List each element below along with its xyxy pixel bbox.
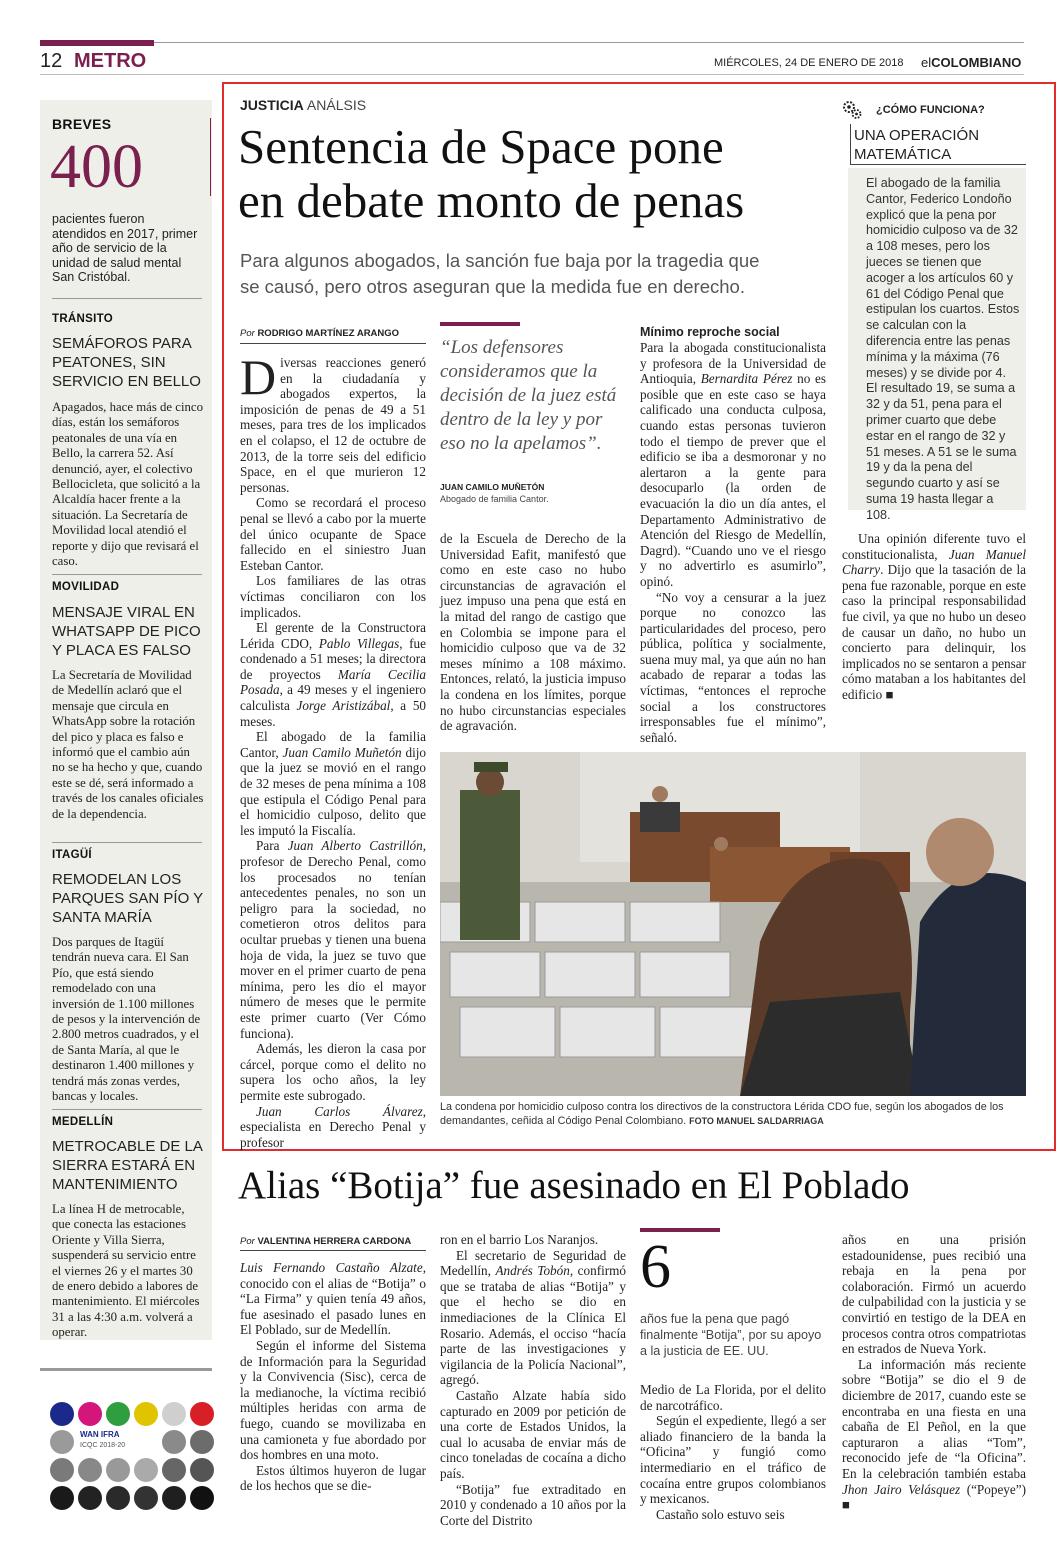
deck-line-2: se causó, pero otros aseguran que la medida fue en derecho.: [240, 276, 745, 297]
color-dot: [134, 1486, 158, 1510]
paragraph: Para Juan Alberto Castrillón, profesor de Derecho Penal, como los procesados no tenían antecedentes penales, no son un peligro para la sociedad, no cometieron otros delitos para ocultar pruebas y tienen una buena hoja de vida, la juez se tuvo que mover en el primer cuarto de pena mínima, pero les dio el mayor número de meses que le permite este primer cuarto (Ver Cómo funciona).: [240, 838, 426, 1041]
color-dot: [190, 1402, 214, 1426]
byline-name: RODRIGO MARTÍNEZ ARANGO: [257, 328, 400, 339]
paragraph: Como se recordará el proceso penal se llevó a cabo por la muerte del único ocupante de Space fallecido en el siniestro Juan Esteban Cantor.: [240, 495, 426, 573]
paragraph: Para la abogada constitucionalista y profesora de la Universidad de Antioquia, Bernardita Pérez no es posible que en este caso se haya calificado una conducta culposa, cuando estas personas tuvieron todo el tiempo de prever que el edificio se iba a desmoronar y no alertaron a la gente para desocuparlo (la orden de evacuación la dio un día antes, el Departamento Administrativo de Atención del Riesgo de Medellín, Dagrd). “Cuando uno ve el riesgo y no advertirlo es asumirlo”, opinó.: [640, 340, 826, 589]
breves-label: BREVES: [52, 116, 112, 132]
color-dot: [190, 1430, 214, 1454]
color-dot: [50, 1458, 74, 1482]
color-dot: [190, 1458, 214, 1482]
breves-section-1: TRÁNSITO: [52, 313, 113, 325]
courtroom-photo: [440, 752, 1026, 1096]
header-top-rule: [154, 42, 1024, 43]
color-dot: [162, 1402, 186, 1426]
color-dot: [78, 1402, 102, 1426]
breves-divider: [210, 118, 211, 196]
paragraph: Luis Fernando Castaño Alzate, conocido con el alias de “Botija” o “La Firma” y quien tenía 49 años, fue asesinado el pasado lunes en El Poblado, sur de Medellín.: [240, 1260, 426, 1338]
color-dot: [162, 1458, 186, 1482]
paragraph: Diversas reacciones generó en la ciudadanía y abogados expertos, la imposición de penas de 49 a 51 meses, para tres de los implicados en el colapso, el 12 de octubre de 2013, de la torre seis del edificio Space, en el que murieron 12 personas.: [240, 349, 426, 495]
breves-text-3: Dos parques de Itagüí tendrán nueva cara. El San Pío, que está siendo remodelado con una inversión de 1.100 millones de pesos y la intervención de 2.800 metros cuadrados, y el de Santa María, al que le destinaron 1.400 millones y tendrá más zonas verdes, bancas y locales.: [52, 935, 201, 1104]
breves-text-2: La Secretaría de Movilidad de Medellín aclaró que el mensaje que circula en WhatsApp sobre la rotación del pico y placa es falso e informó que el cambio aún no se ha hecho y que, cuando este se dé, será informado a través de los canales oficiales de la dependencia.: [52, 668, 204, 821]
headline-line-2: en debate monto de penas: [238, 173, 745, 228]
paragraph: Según el expediente, llegó a ser aliado financiero de la banda la “Oficina” y fungió como intermediario en el tráfico de cocaína entre grupos colombianos y mexicanos.: [640, 1413, 826, 1507]
howto-vertical-rule: [850, 124, 851, 164]
color-ad: [40, 1392, 220, 1522]
paragraph: El abogado de la familia Cantor, Juan Camilo Muñetón dijo que la juez se movió en el rango de 32 meses de pena mínima a 108 que estipula el Código Penal para el homicidio culposo, delito que les imputó la Fiscalía.: [240, 729, 426, 838]
paragraph: años en una prisión estadounidense, pues recibió una rebaja en la pena por colaboración. Firmó un acuerdo de culpabilidad con la justicia y se convirtió en testigo de la DEA en procesos contra otros compatriotas en estrados de Nueva York.: [842, 1232, 1026, 1357]
stat-text: años fue la pena que pagó finalmente “Botija”, por su apoyo a la justicia de EE. UU.: [640, 1312, 822, 1358]
color-dot: [162, 1486, 186, 1510]
color-dot: [78, 1486, 102, 1510]
gears-icon: [842, 100, 862, 120]
wan-ifra-logo: WAN IFRA: [80, 1430, 120, 1439]
article-headline: [238, 120, 838, 228]
breves-title-2: MENSAJE VIRAL EN WHATSAPP DE PICO Y PLACA ES FALSO: [52, 604, 201, 659]
color-dot: [78, 1458, 102, 1482]
color-dot: [134, 1458, 158, 1482]
quote-accent-bar: [440, 322, 520, 326]
howto-title: UNA OPERACIÓN MATEMÁTICA: [854, 127, 980, 163]
second-byline: [240, 1236, 411, 1247]
breves-rule-2: [52, 574, 202, 575]
brand-name: COLOMBIANO: [931, 55, 1022, 70]
breves-section-2: MOVILIDAD: [52, 581, 120, 593]
breves-title-4: METROCABLE DE LA SIERRA ESTARÁ EN MANTENIMIENTO: [52, 1138, 203, 1193]
breves-text-4: La línea H de metrocable, que conecta las estaciones Oriente y Villa Sierra, suspenderá su servicio entre el viernes 26 y el martes 30 de enero debido a labores de mantenimiento. El miércoles 31 a las 4:30 a.m. volverá a operar.: [52, 1202, 200, 1340]
pull-quote: “Los defensores consideramos que la decisión de la juez está dentro de la ley y por eso no la apelamos”.: [440, 337, 617, 454]
quote-attribution-role: Abogado de familia Cantor.: [440, 494, 549, 504]
color-dot: [106, 1402, 130, 1426]
paragraph: ron en el barrio Los Naranjos.: [440, 1232, 599, 1247]
section-subhead: Mínimo reproche social: [640, 325, 780, 339]
brand-prefix: el: [921, 55, 932, 70]
howto-text: El abogado de la familia Cantor, Federico Londoño explicó que la pena por homicidio culposo va de 32 a 108 meses, pero los jueces se tienen que acoger a los artículos 60 y 61 del Código Penal que estipulan los cuartos. Estos se calculan con la diferencia entre las penas mínima y la máxima (76 meses) y se divide por 4. El resultado 19, se suma a 32 y da 51, pena para el primer cuarto que debe estar en el rango de 32 y 51 meses. A 51 se le suma 19 y da la pena del segundo cuarto y así se suma 19 hasta llegar a 108.: [866, 176, 1020, 522]
paragraph: Según el informe del Sistema de Información para la Seguridad y la Convivencia (Sisc), cerca de la medianoche, la víctima recibió múltiples heridas con arma de fuego, cuando se movilizaba en una camioneta y fue abordado por dos hombres en una moto.: [240, 1337, 426, 1463]
stat-number: 6: [640, 1233, 671, 1301]
second-byline-prefix: Por: [240, 1236, 255, 1247]
drop-cap: D: [240, 349, 277, 405]
header-date: MIÉRCOLES, 24 DE ENERO DE 2018: [714, 57, 904, 69]
paragraph: “Botija” fue extraditado en 2010 y condenado a 10 años por la Corte del Distrito: [440, 1481, 626, 1528]
kicker-section: JUSTICIA: [240, 97, 304, 113]
paragraph: Castaño solo estuvo seis: [656, 1506, 785, 1522]
color-dot: [190, 1486, 214, 1510]
second-byline-name: VALENTINA HERRERA CARDONA: [257, 1236, 412, 1247]
breves-title-1: SEMÁFOROS PARA PEATONES, SIN SERVICIO EN BELLO: [52, 335, 201, 390]
breves-rule-4: [52, 1109, 202, 1110]
breves-number-text: pacientes fueron atendidos en 2017, primer año de servicio de la unidad de salud mental San Cristóbal.: [52, 212, 198, 284]
breves-title-3: REMODELAN LOS PARQUES SAN PÍO Y SANTA MARÍA: [52, 871, 203, 926]
article-column-4: [842, 531, 1026, 703]
breves-rule-1: [52, 298, 202, 299]
second-column-4: [842, 1232, 1026, 1513]
byline-prefix: Por: [240, 328, 255, 339]
header-accent-bar: [40, 40, 154, 46]
second-column-3: [640, 1382, 826, 1522]
article-column-2: [440, 531, 626, 734]
howto-box: [842, 100, 1026, 522]
byline-rule: [240, 343, 426, 344]
breves-rule-3: [52, 842, 202, 843]
second-column-1: [240, 1260, 426, 1494]
page-number: 12: [40, 50, 63, 72]
paragraph: El secretario de Seguridad de Medellín, Andrés Tobón, confirmó que se trataba de alias “Botija” y que el hecho se dio en inmediaciones de la Clínica El Rosario. Además, el occiso “hacía parte de las investigaciones y vigilancia de la Policía Nacional”, agregó.: [440, 1247, 626, 1388]
article-byline: [240, 328, 399, 339]
paragraph: Castaño Alzate había sido capturado en 2009 por petición de una corte de Estados Unidos, la cual lo acusaba de enviar más de cinco toneladas de cocaína a dicho país.: [440, 1387, 626, 1481]
paragraph: El gerente de la Constructora Lérida CDO, Pablo Villegas, fue condenado a 51 meses; la directora de proyectos María Cecilia Posada, a 49 meses y el ingeniero calculista Jorge Aristizábal, a 50 meses.: [240, 620, 427, 729]
brand-logo: [921, 55, 1021, 70]
breves-section-3: ITAGÜÍ: [52, 849, 92, 861]
paragraph: Una opinión diferente tuvo el constitucionalista, Juan Manuel Charry. Dijo que la tasación de la pena fue razonable, porque en este caso la principal responsabilidad fue civil, ya que no hubo un deseo de causar un daño, no hubo un concierto para delinquir, los implicados no se sentaron a pensar cómo mataban a los habitantes del edificio ■: [842, 531, 1027, 702]
color-dot: [50, 1430, 74, 1454]
photo-caption: [440, 1100, 1040, 1128]
paragraph: Juan Carlos Álvarez, especialista en Derecho Penal y profesor: [240, 1103, 426, 1150]
paragraph: Los familiares de las otras víctimas conciliaron con los implicados.: [240, 573, 426, 620]
color-dot: [50, 1486, 74, 1510]
color-dot: [106, 1458, 130, 1482]
second-headline: Alias “Botija” fue asesinado en El Poblado: [238, 1164, 910, 1207]
howto-label: ¿CÓMO FUNCIONA?: [876, 104, 985, 116]
paragraph: La información más reciente sobre “Botija” se dio el 9 de diciembre de 2017, cuando este se encontraba en una fiesta en una cabaña de El Peñol, en la que capturaron a alias “Tom”, reconocido jefe de “la Oficina”. En la celebración también estaba Jhon Jairo Velásquez (“Popeye”) ■: [842, 1356, 1026, 1513]
color-dot: [50, 1402, 74, 1426]
headline-line-1: Sentencia de Space pone: [238, 119, 724, 174]
paragraph: “No voy a censurar a la juez porque no conozco las particularidades del proceso, pero pública, política y socialmente, suena muy mal, ya que aún no han acabado de reparar a todas las víctimas, “entonces el reproche social a los constructores irresponsables fue el mínimo”, señaló.: [640, 589, 826, 745]
section-name: METRO: [74, 50, 147, 72]
howto-title-rule: [850, 164, 1026, 165]
paragraph: Estos últimos huyeron de lugar de los hechos que se die-: [240, 1462, 426, 1494]
kicker-sub: ANÁLSIS: [306, 97, 367, 113]
paragraph: Medio de La Florida, por el delito de narcotráfico.: [640, 1382, 826, 1413]
color-dot: [162, 1430, 186, 1454]
caption-text: La condena por homicidio culposo contra los directivos de la constructora Lérida CDO fue, según los abogados de los demandantes, ceñida al Código Penal Colombiano.: [440, 1101, 1004, 1127]
breves-section-4: MEDELLÍN: [52, 1116, 114, 1128]
quote-attribution-name: JUAN CAMILO MUÑETÓN: [440, 482, 545, 492]
second-column-2: [440, 1232, 626, 1528]
wan-ifra-sub: ICQC 2018-20: [80, 1442, 126, 1449]
caption-credit: FOTO MANUEL SALDARRIAGA: [689, 1116, 824, 1126]
breves-text-1: Apagados, hace más de cinco días, están los semáforos peatonales de una vía en Bello, la carrera 52. Así denunció, ayer, el colectivo Bellocicleta, que solicitó a la Alcaldía hacer frente a la situación. La Secretaría de Movilidad local atendió el reporte y dijo que revisará el caso.: [52, 400, 204, 569]
article-deck: [240, 248, 820, 300]
paragraph: de la Escuela de Derecho de la Universidad Eafit, manifestó que como en este caso no hubo circunstancias de agravación el juez impuso una pena que está en la mitad del rango de castigo que en Colombia se impone para el homicidio culposo que va de 32 meses mínimo a 108 máximo. Entonces, relató, la justicia impuso la condena en los límites, porque no hubo circunstancias especiales de agravación.: [440, 531, 626, 734]
article-kicker: [240, 97, 366, 113]
ad-top-rule: [40, 1368, 212, 1371]
article-column-1: [240, 349, 427, 1150]
paragraph: Además, les dieron la casa por cárcel, porque como el delito no supera los ocho años, la ley permite este subrogado.: [240, 1041, 426, 1103]
header-bottom-rule: [40, 74, 1024, 75]
color-dot: [134, 1402, 158, 1426]
article-column-3: [640, 340, 826, 745]
deck-line-1: Para algunos abogados, la sanción fue baja por la tragedia que: [240, 250, 760, 271]
color-dot: [106, 1486, 130, 1510]
breves-big-number: 400: [50, 133, 143, 201]
second-byline-rule: [240, 1250, 426, 1251]
